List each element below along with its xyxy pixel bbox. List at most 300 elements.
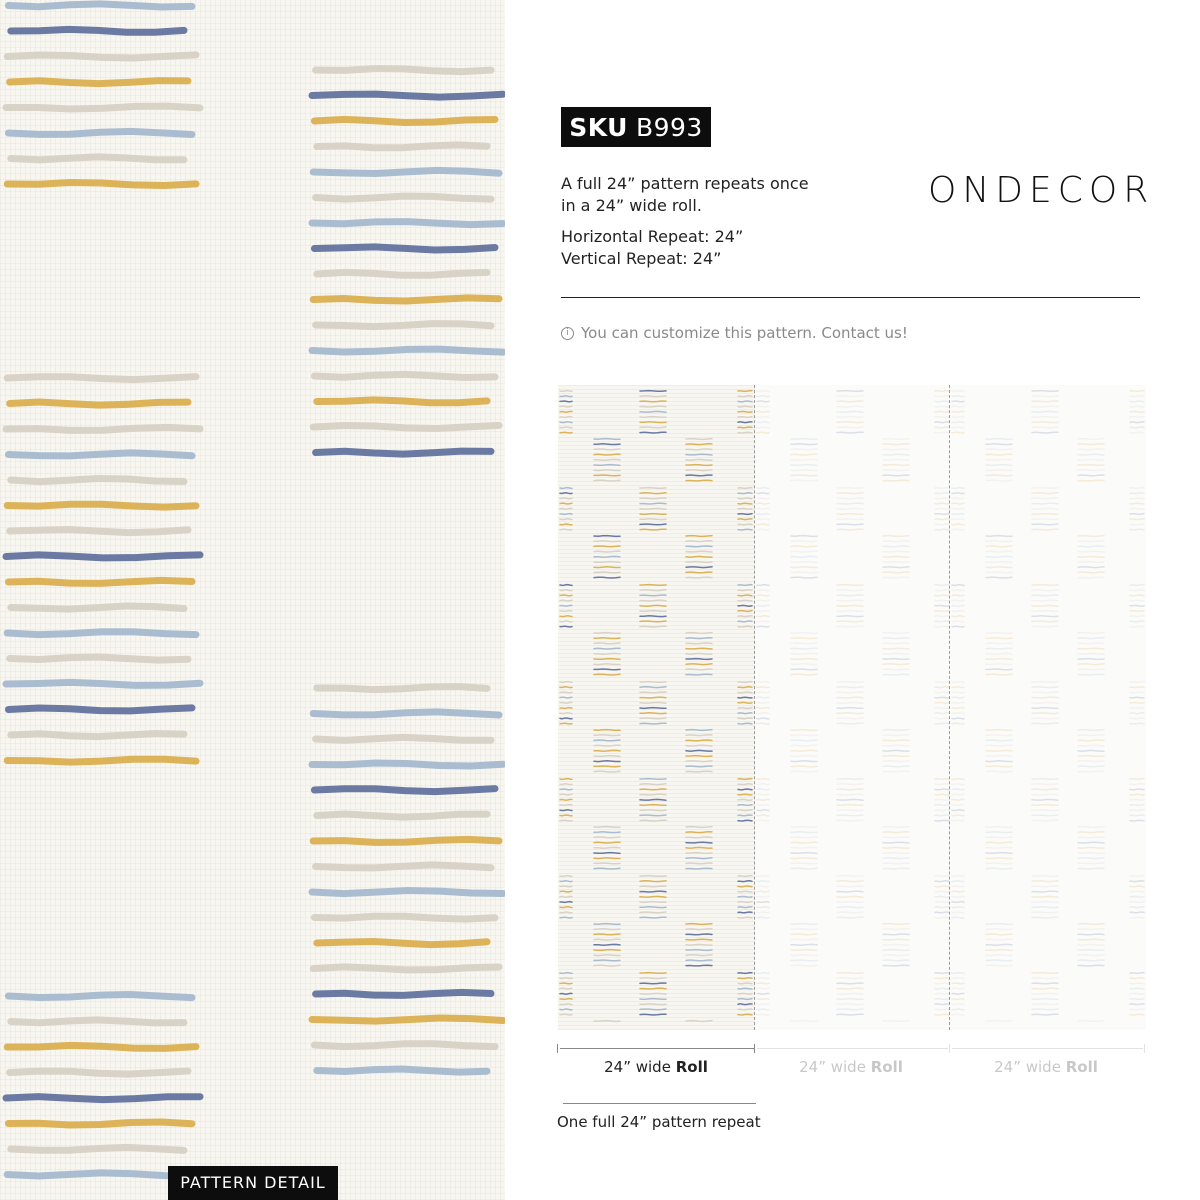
roll-stripe-stroke [935,993,949,994]
roll-stripe-stroke [935,697,949,698]
roll-stripe-stroke [738,605,752,606]
roll-stripe-stroke [1078,459,1104,460]
customize-note[interactable] [561,324,908,342]
roll-stripe-stroke [791,761,817,762]
roll-stripe-stroke [560,621,572,622]
roll-stripe-stroke [738,902,752,903]
repeat-description-line-2: in a 24” wide roll. [561,196,702,215]
roll-stripe-stroke [952,820,964,821]
roll-stripe-stroke [686,842,712,843]
roll-stripe-stroke [1032,600,1058,601]
roll-stripe-stroke [837,799,863,800]
roll-stripe-stroke [1032,912,1058,913]
roll-stripe-stroke [1078,439,1104,440]
roll-stripe-stroke [935,805,949,806]
roll-stripe-stroke [935,611,949,612]
roll-stripe-stroke [837,907,863,908]
roll-1-measure-tick-left [557,1044,558,1053]
stripe-stroke [312,763,503,766]
roll-stripe-stroke [1130,799,1144,800]
roll-stripe-stroke [791,1021,817,1022]
roll-stripe-stroke [1032,794,1058,795]
roll-stripe-stroke [791,944,817,945]
stripe-stroke [10,81,188,84]
roll-stripe-stroke [757,621,769,622]
roll-stripe-stroke [837,713,863,714]
roll-stripe-stroke [738,702,752,703]
roll-stripe-stroke [1130,401,1144,402]
roll-stripe-stroke [640,600,666,601]
roll-stripe-stroke [1032,820,1058,821]
roll-stripe-stroke [986,842,1012,843]
roll-stripe-stroke [1032,590,1058,591]
roll-stripe-stroke [935,519,949,520]
roll-stripe-stroke [594,439,620,440]
roll-stripe-stroke [791,465,817,466]
roll-stripe-stroke [640,973,666,974]
roll-stripe-stroke [686,454,712,455]
roll-stripe-stroke [935,784,949,785]
roll-stripe-stroke [1032,1004,1058,1005]
roll-stripe-stroke [594,735,620,736]
stripe-stroke [7,377,196,380]
roll-stripe-stroke [560,702,572,703]
roll-stripe-stroke [594,924,620,925]
roll-stripe-stroke [686,546,712,547]
roll-stripe-stroke [1078,444,1104,445]
roll-stripe-stroke [738,600,752,601]
roll-stripe-stroke [791,556,817,557]
roll-label-3 [948,1058,1144,1076]
roll-stripe-stroke [1078,465,1104,466]
roll-stripe-stroke [1032,524,1058,525]
roll-stripe-stroke [935,1009,949,1010]
roll-stripe-stroke [986,730,1012,731]
roll-stripe-stroke [1078,950,1104,951]
roll-stripe-stroke [1032,799,1058,800]
roll-stripe-stroke [1130,907,1144,908]
roll-stripe-stroke [837,493,863,494]
roll-stripe-stroke [738,697,752,698]
roll-stripe-stroke [1032,810,1058,811]
roll-label-2-text: 24” wide [799,1058,866,1076]
roll-stripe-stroke [952,794,964,795]
roll-stripe-stroke [883,868,909,869]
roll-stripe-stroke [952,993,964,994]
roll-stripe-stroke [686,439,712,440]
roll-stripe-stroke [883,653,909,654]
roll-stripe-stroke [837,708,863,709]
roll-stripe-stroke [1078,929,1104,930]
roll-label-3-bold: Roll [1065,1058,1098,1076]
roll-stripe-stroke [952,396,964,397]
stripe-stroke [314,916,495,919]
roll-stripe-stroke [560,723,572,724]
roll-stripe-stroke [640,820,666,821]
roll-stripe-stroke [738,590,752,591]
roll-stripe-stroke [640,907,666,908]
roll-stripe-stroke [986,1021,1012,1022]
roll-stripe-stroke [1078,562,1104,563]
roll-stripe-stroke [640,978,666,979]
roll-stripe-stroke [952,585,964,586]
roll-stripe-stroke [952,876,964,877]
roll-stripe-stroke [1032,508,1058,509]
stripe-stroke [317,400,487,403]
roll-stripe-stroke [986,669,1012,670]
roll-stripe-stroke [952,789,964,790]
roll-stripe-stroke [952,422,964,423]
roll-stripe-stroke [738,498,752,499]
roll-stripe-stroke [594,863,620,864]
roll-stripe-stroke [757,406,769,407]
roll-stripe-stroke [738,687,752,688]
roll-stripe-stroke [837,886,863,887]
stripe-pattern-graphic [0,0,505,1200]
stripe-stroke [314,1044,495,1047]
roll-stripe-stroke [1130,396,1144,397]
roll-stripe-stroke [952,1014,964,1015]
roll-stripe-stroke [738,881,752,882]
roll-stripe-stroke [837,529,863,530]
roll-stripe-stroke [837,718,863,719]
roll-stripe-stroke [1078,934,1104,935]
roll-stripe-stroke [986,465,1012,466]
stripe-stroke [6,427,200,430]
roll-stripe-stroke [791,735,817,736]
roll-stripe-stroke [757,605,769,606]
roll-stripe-stroke [686,541,712,542]
roll-stripe-stroke [594,577,620,578]
roll-stripe-stroke [1078,633,1104,634]
roll-stripe-stroke [757,983,769,984]
roll-stripe-stroke [986,750,1012,751]
roll-stripe-stroke [952,417,964,418]
roll-stripe-stroke [791,853,817,854]
roll-stripe-stroke [837,912,863,913]
stripe-stroke [11,1147,184,1150]
roll-stripe-stroke [1032,978,1058,979]
roll-stripe-stroke [757,702,769,703]
stripe-stroke [314,789,495,792]
roll-stripe-stroke [594,475,620,476]
roll-stripe-stroke [1130,422,1144,423]
roll-stripe-stroke [1130,590,1144,591]
roll-stripe-stroke [952,616,964,617]
roll-stripe-stroke [791,648,817,649]
roll-stripe-stroke [1032,411,1058,412]
roll-stripe-stroke [560,611,572,612]
roll-stripe-stroke [640,723,666,724]
roll-label-2 [753,1058,949,1076]
roll-stripe-stroke [640,621,666,622]
roll-stripe-stroke [1130,503,1144,504]
roll-stripe-stroke [738,432,752,433]
roll-stripe-stroke [837,983,863,984]
roll-stripe-stroke [986,847,1012,848]
roll-stripe-stroke [1078,771,1104,772]
roll-stripe-stroke [757,498,769,499]
stripe-stroke [11,157,184,160]
roll-stripe-stroke [757,988,769,989]
roll-stripe-stroke [883,939,909,940]
roll-stripe-stroke [686,750,712,751]
roll-stripe-stroke [1078,648,1104,649]
roll-stripe-stroke [757,432,769,433]
roll-stripe-stroke [1032,621,1058,622]
roll-stripe-stroke [560,697,572,698]
roll-stripe-stroke [791,745,817,746]
roll-stripe-stroke [883,858,909,859]
roll-stripe-stroke [686,480,712,481]
roll-stripe-stroke [560,626,572,627]
roll-stripe-stroke [560,810,572,811]
stripe-stroke [312,222,503,225]
stripe-stroke [317,272,487,275]
roll-stripe-stroke [1130,514,1144,515]
roll-stripe-stroke [757,876,769,877]
roll-stripe-stroke [738,789,752,790]
roll-stripe-stroke [1130,891,1144,892]
roll-stripe-stroke [1032,391,1058,392]
roll-seam-1 [754,385,755,1030]
roll-stripe-stroke [1078,567,1104,568]
roll-stripe-stroke [952,493,964,494]
roll-stripe-stroke [757,917,769,918]
roll-stripe-stroke [952,912,964,913]
roll-stripe-stroke [560,595,572,596]
sku-code: B993 [635,112,703,142]
roll-stripe-stroke [594,541,620,542]
roll-3-measure-tick-right [1144,1044,1145,1053]
roll-stripe-stroke [791,756,817,757]
roll-stripe-stroke [594,454,620,455]
roll-stripe-stroke [791,470,817,471]
roll-stripe-stroke [640,1014,666,1015]
roll-stripe-stroke [738,708,752,709]
roll-stripe-stroke [686,643,712,644]
stripe-stroke [316,196,491,199]
roll-stripe-stroke [560,820,572,821]
roll-stripe-stroke [837,702,863,703]
roll-stripe-stroke [952,891,964,892]
roll-stripe-stroke [686,459,712,460]
roll-stripe-stroke [883,449,909,450]
roll-stripe-stroke [757,713,769,714]
roll-stripe-stroke [883,730,909,731]
roll-stripe-stroke [986,470,1012,471]
roll-stripe-stroke [686,674,712,675]
roll-stripe-stroke [640,902,666,903]
roll-stripe-stroke [935,891,949,892]
stripe-stroke [8,4,192,7]
roll-stripe-stroke [791,750,817,751]
roll-stripe-stroke [686,761,712,762]
roll-stripe-stroke [1032,605,1058,606]
roll-stripe-stroke [986,939,1012,940]
roll-stripe-stroke [738,978,752,979]
roll-stripe-stroke [640,702,666,703]
roll-stripe-stroke [986,572,1012,573]
roll-stripe-stroke [560,488,572,489]
roll-stripe-stroke [594,653,620,654]
roll-stripe-stroke [883,965,909,966]
roll-stripe-stroke [686,659,712,660]
roll-stripe-stroke [738,616,752,617]
roll-stripe-stroke [594,567,620,568]
roll-stripe-stroke [686,638,712,639]
roll-stripe-stroke [560,708,572,709]
roll-stripe-stroke [1078,939,1104,940]
roll-stripe-stroke [1130,876,1144,877]
roll-stripe-stroke [686,960,712,961]
roll-stripe-stroke [1130,708,1144,709]
roll-stripe-stroke [883,664,909,665]
roll-stripe-stroke [686,572,712,573]
stripe-stroke [316,992,491,995]
roll-stripe-stroke [952,723,964,724]
roll-stripe-stroke [738,993,752,994]
roll-stripe-stroke [986,454,1012,455]
roll-stripe-stroke [935,616,949,617]
roll-stripe-stroke [1130,682,1144,683]
roll-stripe-stroke [935,595,949,596]
roll-stripe-stroke [640,692,666,693]
roll-stripe-stroke [560,422,572,423]
roll-stripe-stroke [560,713,572,714]
roll-stripe-stroke [640,508,666,509]
roll-stripe-stroke [560,907,572,908]
roll-stripe-stroke [1078,761,1104,762]
roll-stripe-stroke [837,514,863,515]
roll-stripe-stroke [986,863,1012,864]
roll-stripe-stroke [952,978,964,979]
roll-stripe-stroke [883,944,909,945]
roll-stripe-stroke [640,1004,666,1005]
roll-stripe-stroke [837,902,863,903]
roll-stripe-stroke [1130,611,1144,612]
roll-stripe-stroke [594,944,620,945]
roll-stripe-stroke [757,401,769,402]
stripe-stroke [8,131,192,134]
stripe-stroke [6,682,200,685]
roll-stripe-stroke [757,411,769,412]
stripe-stroke [317,814,487,817]
roll-stripe-stroke [594,934,620,935]
roll-stripe-stroke [883,842,909,843]
roll-stripe-stroke [1130,702,1144,703]
roll-stripe-stroke [791,929,817,930]
roll-stripe-stroke [935,810,949,811]
roll-stripe-stroke [560,876,572,877]
roll-stripe-stroke [952,406,964,407]
roll-stripe-stroke [1130,973,1144,974]
roll-2-measure-tick-right [949,1044,950,1053]
roll-stripe-stroke [935,498,949,499]
roll-stripe-stroke [686,756,712,757]
roll-stripe-stroke [1130,498,1144,499]
roll-stripe-stroke [1078,541,1104,542]
roll-stripe-stroke [738,411,752,412]
roll-stripe-stroke [883,546,909,547]
roll-stripe-stroke [640,391,666,392]
roll-stripe-stroke [1078,858,1104,859]
roll-stripe-stroke [935,422,949,423]
roll-stripe-stroke [791,638,817,639]
roll-stripe-stroke [883,556,909,557]
roll-stripe-stroke [560,794,572,795]
roll-stripe-stroke [791,659,817,660]
roll-stripe-stroke [1130,417,1144,418]
roll-stripe-stroke [640,810,666,811]
roll-stripe-stroke [837,993,863,994]
roll-stripe-stroke [560,891,572,892]
roll-stripe-stroke [883,837,909,838]
roll-stripe-stroke [1032,529,1058,530]
roll-stripe-stroke [1078,965,1104,966]
roll-stripe-stroke [1032,718,1058,719]
roll-stripe-stroke [952,529,964,530]
roll-stripe-stroke [640,493,666,494]
roll-stripe-stroke [738,891,752,892]
roll-stripe-stroke [640,789,666,790]
roll-stripe-stroke [738,988,752,989]
roll-stripe-stroke [883,761,909,762]
roll-stripe-stroke [1032,1009,1058,1010]
roll-stripe-stroke [1078,475,1104,476]
roll-label-1-text: 24” wide [604,1058,671,1076]
roll-stripe-stroke [686,745,712,746]
roll-stripe-stroke [594,965,620,966]
roll-stripe-stroke [952,713,964,714]
roll-stripe-stroke [986,475,1012,476]
roll-stripe-stroke [686,449,712,450]
roll-stripe-stroke [837,999,863,1000]
roll-stripe-stroke [837,508,863,509]
roll-stripe-stroke [986,562,1012,563]
roll-stripe-stroke [560,529,572,530]
roll-stripe-stroke [1032,891,1058,892]
divider [561,297,1140,298]
roll-stripe-stroke [594,745,620,746]
pattern-repeat-measure-line [563,1103,756,1104]
roll-stripe-stroke [837,432,863,433]
roll-stripe-stroke [952,600,964,601]
roll-stripe-stroke [560,902,572,903]
roll-stripe-stroke [686,934,712,935]
roll-stripe-stroke [986,659,1012,660]
roll-stripe-stroke [594,572,620,573]
roll-stripe-stroke [757,891,769,892]
roll-stripe-stroke [640,524,666,525]
roll-stripe-stroke [791,459,817,460]
roll-stripe-stroke [837,417,863,418]
roll-stripe-stroke [1078,868,1104,869]
roll-stripe-stroke [757,978,769,979]
roll-stripe-stroke [791,562,817,563]
roll-stripe-stroke [738,626,752,627]
roll-stripe-stroke [952,1009,964,1010]
roll-stripe-stroke [738,396,752,397]
roll-stripe-stroke [952,432,964,433]
roll-stripe-stroke [837,427,863,428]
roll-stripe-stroke [883,674,909,675]
roll-stripe-stroke [560,406,572,407]
roll-stripe-stroke [986,944,1012,945]
roll-stripe-stroke [560,815,572,816]
roll-stripe-stroke [640,988,666,989]
roll-stripe-stroke [757,810,769,811]
